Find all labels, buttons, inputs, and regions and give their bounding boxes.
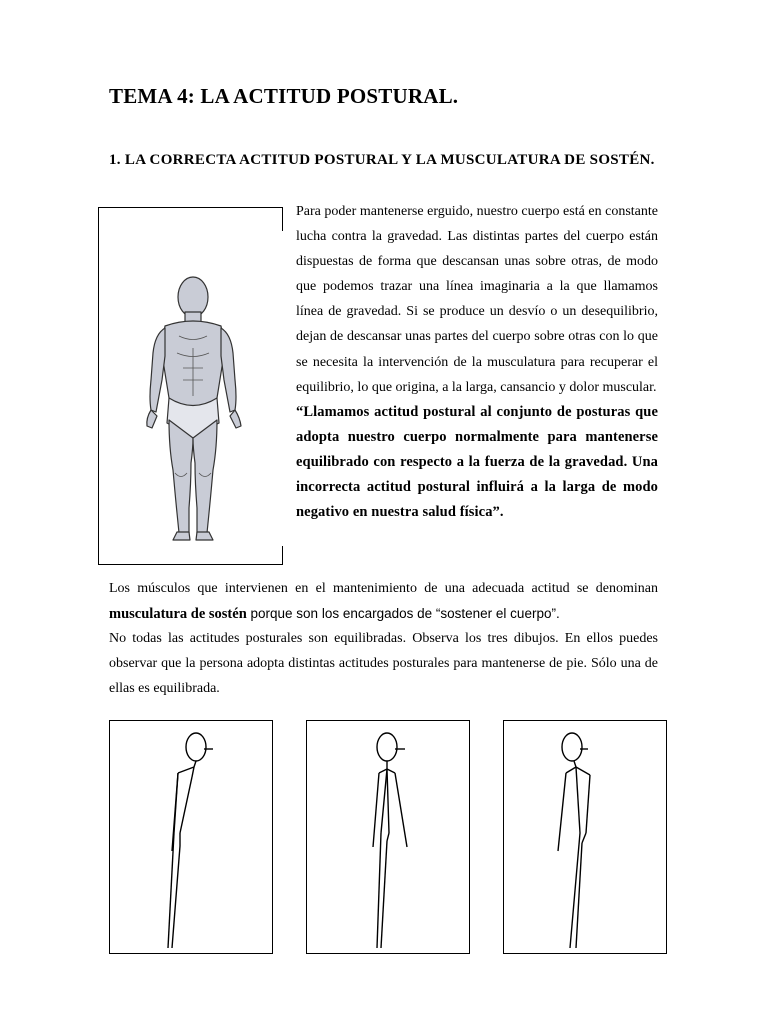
- leaning-forward-figure-icon: [110, 721, 272, 953]
- muscles-text-before: Los músculos que intervienen en el mantenimiento de una adecuada actitud se denominan: [109, 581, 658, 596]
- human-anatomy-icon: [99, 208, 284, 566]
- muscles-term: musculatura de sostén: [109, 606, 247, 622]
- stick-figure-frame-2: [306, 720, 470, 954]
- muscles-paragraph: [109, 576, 658, 627]
- section-heading: 1. LA CORRECTA ACTITUD POSTURAL Y LA MUSCULATURA DE SOSTÉN.: [109, 152, 655, 168]
- stick-figure-frame-3: [503, 720, 667, 954]
- leaning-back-figure-icon: [504, 721, 666, 953]
- stick-figure-frame-1: [109, 720, 273, 954]
- upright-figure-icon: [307, 721, 469, 953]
- page-title: TEMA 4: LA ACTITUD POSTURAL.: [109, 84, 459, 108]
- definition-quote: “Llamamos actitud postural al conjunto de posturas que adopta nuestro cuerpo normalmente para mantenerse equilibrado con respecto a la fuerza de la gravedad. Una incorrecta actitud postural influirá a la larga de modo negativo en nuestra salud física”.: [296, 403, 658, 521]
- anatomy-figure-frame: [98, 207, 283, 565]
- postures-paragraph: No todas las actitudes posturales son equilibradas. Observa los tres dibujos. En ellos puedes observar que la persona adopta distintas actitudes posturales para mantenerse de pie. Sólo una de ellas es equilibrada.: [109, 631, 658, 696]
- intro-paragraph: Para poder mantenerse erguido, nuestro cuerpo está en constante lucha contra la gravedad. Las distintas partes del cuerpo están dispuestas de forma que descansan unas sobre otras, de modo que podemos trazar una línea imaginaria a la que llamamos línea de gravedad. Si se produce un desvío o un desequilibrio, dejan de descansar unas partes del cuerpo sobre otras con lo que se necesita la intervención de la musculatura para recuperar el equilibrio, lo que origina, a la larga, cansancio y dolor muscular.: [296, 204, 658, 395]
- intro-column: [296, 199, 658, 525]
- muscles-text-after: porque son los encargados de “sostener el cuerpo”.: [246, 606, 560, 621]
